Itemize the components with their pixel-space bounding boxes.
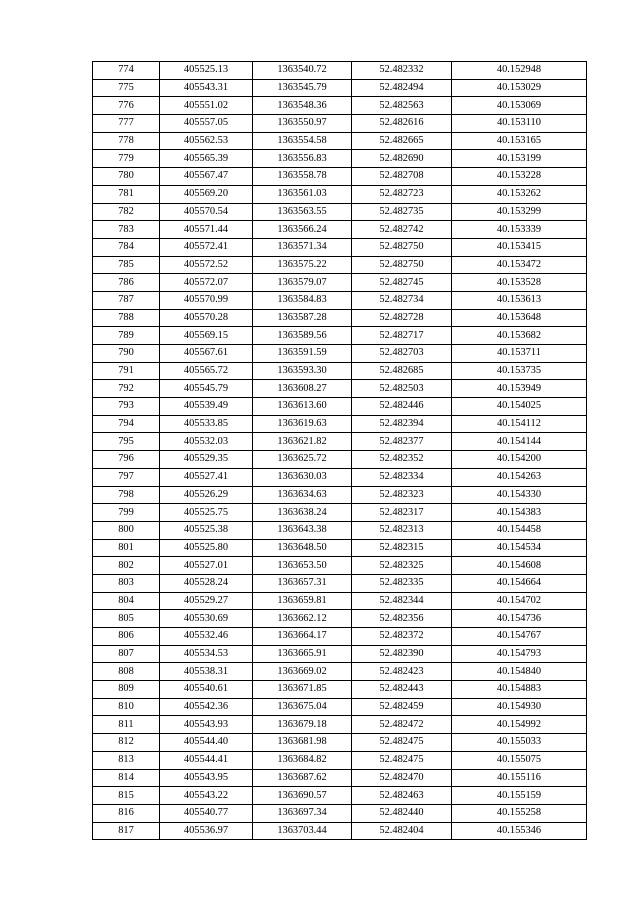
y-coordinate-cell: 1363657.31 — [253, 574, 352, 592]
longitude-cell: 40.153711 — [452, 345, 587, 363]
y-coordinate-cell: 1363665.91 — [253, 645, 352, 663]
longitude-cell: 40.153949 — [452, 380, 587, 398]
x-coordinate-cell: 405528.24 — [160, 574, 253, 592]
latitude-cell: 52.482503 — [352, 380, 452, 398]
longitude-cell: 40.154025 — [452, 398, 587, 416]
x-coordinate-cell: 405542.36 — [160, 698, 253, 716]
x-coordinate-cell: 405532.03 — [160, 433, 253, 451]
y-coordinate-cell: 1363579.07 — [253, 274, 352, 292]
table-row — [93, 804, 587, 822]
point-number-cell: 812 — [93, 734, 160, 752]
coordinate-table — [92, 61, 587, 840]
x-coordinate-cell: 405532.46 — [160, 628, 253, 646]
latitude-cell: 52.482665 — [352, 132, 452, 150]
y-coordinate-cell: 1363591.59 — [253, 345, 352, 363]
latitude-cell: 52.482394 — [352, 415, 452, 433]
latitude-cell: 52.482703 — [352, 345, 452, 363]
point-number-cell: 810 — [93, 698, 160, 716]
latitude-cell: 52.482423 — [352, 663, 452, 681]
point-number-cell: 779 — [93, 150, 160, 168]
x-coordinate-cell: 405525.38 — [160, 521, 253, 539]
x-coordinate-cell: 405525.75 — [160, 504, 253, 522]
longitude-cell: 40.154883 — [452, 681, 587, 699]
point-number-cell: 785 — [93, 256, 160, 274]
latitude-cell: 52.482372 — [352, 628, 452, 646]
point-number-cell: 791 — [93, 362, 160, 380]
point-number-cell: 805 — [93, 610, 160, 628]
longitude-cell: 40.153110 — [452, 115, 587, 133]
point-number-cell: 806 — [93, 628, 160, 646]
table-row — [93, 185, 587, 203]
y-coordinate-cell: 1363587.28 — [253, 309, 352, 327]
longitude-cell: 40.155075 — [452, 751, 587, 769]
point-number-cell: 811 — [93, 716, 160, 734]
x-coordinate-cell: 405572.41 — [160, 238, 253, 256]
point-number-cell: 794 — [93, 415, 160, 433]
x-coordinate-cell: 405570.99 — [160, 291, 253, 309]
table-row — [93, 468, 587, 486]
latitude-cell: 52.482446 — [352, 398, 452, 416]
y-coordinate-cell: 1363659.81 — [253, 592, 352, 610]
latitude-cell: 52.482717 — [352, 327, 452, 345]
table-row — [93, 451, 587, 469]
table-row — [93, 362, 587, 380]
y-coordinate-cell: 1363550.97 — [253, 115, 352, 133]
latitude-cell: 52.482472 — [352, 716, 452, 734]
table-row — [93, 433, 587, 451]
point-number-cell: 780 — [93, 168, 160, 186]
y-coordinate-cell: 1363703.44 — [253, 822, 352, 840]
longitude-cell: 40.154793 — [452, 645, 587, 663]
table-row — [93, 274, 587, 292]
x-coordinate-cell: 405570.28 — [160, 309, 253, 327]
longitude-cell: 40.153648 — [452, 309, 587, 327]
x-coordinate-cell: 405536.97 — [160, 822, 253, 840]
latitude-cell: 52.482685 — [352, 362, 452, 380]
longitude-cell: 40.154383 — [452, 504, 587, 522]
longitude-cell: 40.153339 — [452, 221, 587, 239]
table-row — [93, 345, 587, 363]
x-coordinate-cell: 405539.49 — [160, 398, 253, 416]
table-row — [93, 256, 587, 274]
coordinate-table-body — [93, 62, 587, 840]
x-coordinate-cell: 405565.72 — [160, 362, 253, 380]
y-coordinate-cell: 1363638.24 — [253, 504, 352, 522]
longitude-cell: 40.153472 — [452, 256, 587, 274]
point-number-cell: 776 — [93, 97, 160, 115]
longitude-cell: 40.154992 — [452, 716, 587, 734]
longitude-cell: 40.155033 — [452, 734, 587, 752]
latitude-cell: 52.482475 — [352, 734, 452, 752]
x-coordinate-cell: 405569.20 — [160, 185, 253, 203]
y-coordinate-cell: 1363593.30 — [253, 362, 352, 380]
y-coordinate-cell: 1363613.60 — [253, 398, 352, 416]
point-number-cell: 784 — [93, 238, 160, 256]
x-coordinate-cell: 405544.41 — [160, 751, 253, 769]
table-row — [93, 734, 587, 752]
x-coordinate-cell: 405526.29 — [160, 486, 253, 504]
table-row — [93, 592, 587, 610]
longitude-cell: 40.153262 — [452, 185, 587, 203]
longitude-cell: 40.155159 — [452, 787, 587, 805]
x-coordinate-cell: 405544.40 — [160, 734, 253, 752]
point-number-cell: 813 — [93, 751, 160, 769]
longitude-cell: 40.153165 — [452, 132, 587, 150]
point-number-cell: 799 — [93, 504, 160, 522]
table-row — [93, 716, 587, 734]
table-row — [93, 539, 587, 557]
y-coordinate-cell: 1363566.24 — [253, 221, 352, 239]
latitude-cell: 52.482728 — [352, 309, 452, 327]
table-row — [93, 787, 587, 805]
point-number-cell: 781 — [93, 185, 160, 203]
point-number-cell: 802 — [93, 557, 160, 575]
point-number-cell: 800 — [93, 521, 160, 539]
point-number-cell: 783 — [93, 221, 160, 239]
x-coordinate-cell: 405538.31 — [160, 663, 253, 681]
latitude-cell: 52.482335 — [352, 574, 452, 592]
table-row — [93, 415, 587, 433]
latitude-cell: 52.482440 — [352, 804, 452, 822]
y-coordinate-cell: 1363584.83 — [253, 291, 352, 309]
latitude-cell: 52.482735 — [352, 203, 452, 221]
y-coordinate-cell: 1363619.63 — [253, 415, 352, 433]
y-coordinate-cell: 1363561.03 — [253, 185, 352, 203]
y-coordinate-cell: 1363690.57 — [253, 787, 352, 805]
table-row — [93, 663, 587, 681]
x-coordinate-cell: 405570.54 — [160, 203, 253, 221]
latitude-cell: 52.482459 — [352, 698, 452, 716]
x-coordinate-cell: 405551.02 — [160, 97, 253, 115]
point-number-cell: 774 — [93, 62, 160, 80]
latitude-cell: 52.482745 — [352, 274, 452, 292]
x-coordinate-cell: 405525.13 — [160, 62, 253, 80]
latitude-cell: 52.482344 — [352, 592, 452, 610]
latitude-cell: 52.482315 — [352, 539, 452, 557]
longitude-cell: 40.154263 — [452, 468, 587, 486]
table-row — [93, 97, 587, 115]
x-coordinate-cell: 405557.05 — [160, 115, 253, 133]
longitude-cell: 40.153528 — [452, 274, 587, 292]
latitude-cell: 52.482494 — [352, 79, 452, 97]
point-number-cell: 789 — [93, 327, 160, 345]
longitude-cell: 40.154200 — [452, 451, 587, 469]
longitude-cell: 40.154840 — [452, 663, 587, 681]
longitude-cell: 40.152948 — [452, 62, 587, 80]
table-row — [93, 221, 587, 239]
point-number-cell: 809 — [93, 681, 160, 699]
x-coordinate-cell: 405530.69 — [160, 610, 253, 628]
latitude-cell: 52.482734 — [352, 291, 452, 309]
longitude-cell: 40.154458 — [452, 521, 587, 539]
longitude-cell: 40.153613 — [452, 291, 587, 309]
y-coordinate-cell: 1363545.79 — [253, 79, 352, 97]
latitude-cell: 52.482616 — [352, 115, 452, 133]
y-coordinate-cell: 1363608.27 — [253, 380, 352, 398]
point-number-cell: 793 — [93, 398, 160, 416]
longitude-cell: 40.155116 — [452, 769, 587, 787]
table-row — [93, 521, 587, 539]
latitude-cell: 52.482317 — [352, 504, 452, 522]
x-coordinate-cell: 405543.95 — [160, 769, 253, 787]
y-coordinate-cell: 1363697.34 — [253, 804, 352, 822]
y-coordinate-cell: 1363556.83 — [253, 150, 352, 168]
table-row — [93, 574, 587, 592]
y-coordinate-cell: 1363558.78 — [253, 168, 352, 186]
x-coordinate-cell: 405569.15 — [160, 327, 253, 345]
x-coordinate-cell: 405572.52 — [160, 256, 253, 274]
longitude-cell: 40.153029 — [452, 79, 587, 97]
x-coordinate-cell: 405529.35 — [160, 451, 253, 469]
point-number-cell: 797 — [93, 468, 160, 486]
longitude-cell: 40.154112 — [452, 415, 587, 433]
point-number-cell: 798 — [93, 486, 160, 504]
y-coordinate-cell: 1363684.82 — [253, 751, 352, 769]
point-number-cell: 787 — [93, 291, 160, 309]
table-row — [93, 557, 587, 575]
point-number-cell: 795 — [93, 433, 160, 451]
x-coordinate-cell: 405527.01 — [160, 557, 253, 575]
longitude-cell: 40.154330 — [452, 486, 587, 504]
y-coordinate-cell: 1363643.38 — [253, 521, 352, 539]
point-number-cell: 807 — [93, 645, 160, 663]
table-row — [93, 822, 587, 840]
longitude-cell: 40.154930 — [452, 698, 587, 716]
table-row — [93, 486, 587, 504]
latitude-cell: 52.482323 — [352, 486, 452, 504]
y-coordinate-cell: 1363687.62 — [253, 769, 352, 787]
x-coordinate-cell: 405567.47 — [160, 168, 253, 186]
x-coordinate-cell: 405525.80 — [160, 539, 253, 557]
longitude-cell: 40.155258 — [452, 804, 587, 822]
point-number-cell: 815 — [93, 787, 160, 805]
x-coordinate-cell: 405565.39 — [160, 150, 253, 168]
table-row — [93, 327, 587, 345]
longitude-cell: 40.153228 — [452, 168, 587, 186]
y-coordinate-cell: 1363625.72 — [253, 451, 352, 469]
table-row — [93, 698, 587, 716]
latitude-cell: 52.482356 — [352, 610, 452, 628]
latitude-cell: 52.482470 — [352, 769, 452, 787]
longitude-cell: 40.154144 — [452, 433, 587, 451]
table-row — [93, 628, 587, 646]
longitude-cell: 40.153299 — [452, 203, 587, 221]
latitude-cell: 52.482463 — [352, 787, 452, 805]
y-coordinate-cell: 1363664.17 — [253, 628, 352, 646]
x-coordinate-cell: 405567.61 — [160, 345, 253, 363]
y-coordinate-cell: 1363671.85 — [253, 681, 352, 699]
longitude-cell: 40.154767 — [452, 628, 587, 646]
point-number-cell: 816 — [93, 804, 160, 822]
table-row — [93, 398, 587, 416]
y-coordinate-cell: 1363634.63 — [253, 486, 352, 504]
x-coordinate-cell: 405533.85 — [160, 415, 253, 433]
latitude-cell: 52.482443 — [352, 681, 452, 699]
latitude-cell: 52.482404 — [352, 822, 452, 840]
y-coordinate-cell: 1363648.50 — [253, 539, 352, 557]
point-number-cell: 817 — [93, 822, 160, 840]
longitude-cell: 40.153735 — [452, 362, 587, 380]
x-coordinate-cell: 405540.61 — [160, 681, 253, 699]
y-coordinate-cell: 1363548.36 — [253, 97, 352, 115]
latitude-cell: 52.482313 — [352, 521, 452, 539]
point-number-cell: 803 — [93, 574, 160, 592]
point-number-cell: 786 — [93, 274, 160, 292]
table-row — [93, 769, 587, 787]
x-coordinate-cell: 405543.93 — [160, 716, 253, 734]
longitude-cell: 40.154608 — [452, 557, 587, 575]
longitude-cell: 40.154534 — [452, 539, 587, 557]
longitude-cell: 40.155346 — [452, 822, 587, 840]
x-coordinate-cell: 405543.31 — [160, 79, 253, 97]
table-row — [93, 610, 587, 628]
latitude-cell: 52.482325 — [352, 557, 452, 575]
y-coordinate-cell: 1363653.50 — [253, 557, 352, 575]
y-coordinate-cell: 1363540.72 — [253, 62, 352, 80]
longitude-cell: 40.153199 — [452, 150, 587, 168]
y-coordinate-cell: 1363621.82 — [253, 433, 352, 451]
y-coordinate-cell: 1363662.12 — [253, 610, 352, 628]
x-coordinate-cell: 405543.22 — [160, 787, 253, 805]
latitude-cell: 52.482352 — [352, 451, 452, 469]
x-coordinate-cell: 405534.53 — [160, 645, 253, 663]
x-coordinate-cell: 405527.41 — [160, 468, 253, 486]
point-number-cell: 804 — [93, 592, 160, 610]
y-coordinate-cell: 1363669.02 — [253, 663, 352, 681]
latitude-cell: 52.482708 — [352, 168, 452, 186]
y-coordinate-cell: 1363563.55 — [253, 203, 352, 221]
y-coordinate-cell: 1363589.56 — [253, 327, 352, 345]
latitude-cell: 52.482750 — [352, 238, 452, 256]
longitude-cell: 40.154664 — [452, 574, 587, 592]
y-coordinate-cell: 1363554.58 — [253, 132, 352, 150]
point-number-cell: 808 — [93, 663, 160, 681]
x-coordinate-cell: 405545.79 — [160, 380, 253, 398]
y-coordinate-cell: 1363679.18 — [253, 716, 352, 734]
latitude-cell: 52.482334 — [352, 468, 452, 486]
point-number-cell: 814 — [93, 769, 160, 787]
table-row — [93, 751, 587, 769]
latitude-cell: 52.482690 — [352, 150, 452, 168]
latitude-cell: 52.482742 — [352, 221, 452, 239]
table-row — [93, 150, 587, 168]
point-number-cell: 782 — [93, 203, 160, 221]
latitude-cell: 52.482332 — [352, 62, 452, 80]
table-row — [93, 79, 587, 97]
point-number-cell: 788 — [93, 309, 160, 327]
point-number-cell: 778 — [93, 132, 160, 150]
latitude-cell: 52.482563 — [352, 97, 452, 115]
table-row — [93, 203, 587, 221]
table-row — [93, 168, 587, 186]
table-row — [93, 132, 587, 150]
point-number-cell: 790 — [93, 345, 160, 363]
y-coordinate-cell: 1363675.04 — [253, 698, 352, 716]
table-row — [93, 62, 587, 80]
table-row — [93, 238, 587, 256]
longitude-cell: 40.154736 — [452, 610, 587, 628]
table-row — [93, 115, 587, 133]
table-row — [93, 309, 587, 327]
longitude-cell: 40.153415 — [452, 238, 587, 256]
longitude-cell: 40.154702 — [452, 592, 587, 610]
table-row — [93, 291, 587, 309]
x-coordinate-cell: 405571.44 — [160, 221, 253, 239]
table-row — [93, 380, 587, 398]
x-coordinate-cell: 405540.77 — [160, 804, 253, 822]
latitude-cell: 52.482475 — [352, 751, 452, 769]
latitude-cell: 52.482750 — [352, 256, 452, 274]
y-coordinate-cell: 1363575.22 — [253, 256, 352, 274]
table-row — [93, 504, 587, 522]
point-number-cell: 796 — [93, 451, 160, 469]
longitude-cell: 40.153069 — [452, 97, 587, 115]
table-row — [93, 645, 587, 663]
latitude-cell: 52.482390 — [352, 645, 452, 663]
x-coordinate-cell: 405572.07 — [160, 274, 253, 292]
latitude-cell: 52.482377 — [352, 433, 452, 451]
x-coordinate-cell: 405562.53 — [160, 132, 253, 150]
point-number-cell: 801 — [93, 539, 160, 557]
point-number-cell: 792 — [93, 380, 160, 398]
point-number-cell: 775 — [93, 79, 160, 97]
y-coordinate-cell: 1363681.98 — [253, 734, 352, 752]
latitude-cell: 52.482723 — [352, 185, 452, 203]
x-coordinate-cell: 405529.27 — [160, 592, 253, 610]
table-row — [93, 681, 587, 699]
y-coordinate-cell: 1363630.03 — [253, 468, 352, 486]
longitude-cell: 40.153682 — [452, 327, 587, 345]
y-coordinate-cell: 1363571.34 — [253, 238, 352, 256]
point-number-cell: 777 — [93, 115, 160, 133]
